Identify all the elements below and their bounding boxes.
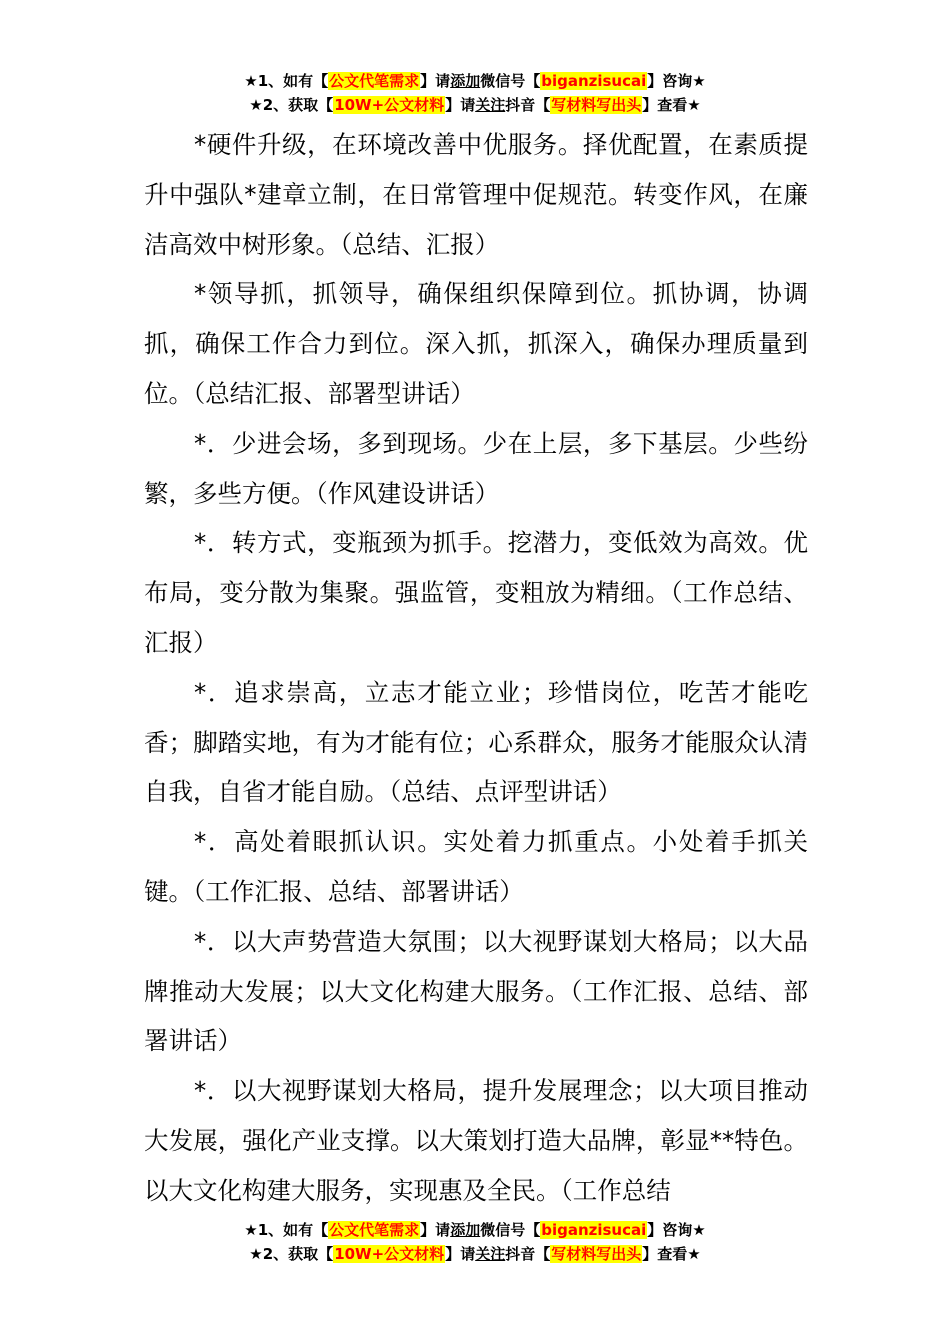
banner-text: 】咨询★ bbox=[647, 1221, 706, 1239]
banner-text: 】查看★ bbox=[642, 96, 701, 114]
banner-highlight: 10W+公文材料 bbox=[334, 96, 445, 114]
paragraph: *领导抓，抓领导，确保组织保障到位。抓协调，协调抓，确保工作合力到位。深入抓，抓深入，确保办理质量到位。（总结汇报、部署型讲话） bbox=[144, 279, 808, 408]
banner-text: ★1、如有【 bbox=[244, 72, 329, 90]
banner-highlight: 写材料写出头 bbox=[551, 96, 642, 114]
paragraph: *．少进会场，多到现场。少在上层，多下基层。少些纷繁，多些方便。（作风建设讲话） bbox=[144, 428, 808, 508]
banner-text: 】请 bbox=[445, 1245, 476, 1263]
banner-highlight: biganzisucai bbox=[541, 72, 647, 90]
banner-text: 】请 bbox=[420, 1221, 451, 1239]
paragraph: *．以大声势营造大氛围；以大视野谋划大格局；以大品牌推动大发展；以大文化构建大服务。（工作汇报、总结、部署讲话） bbox=[144, 926, 808, 1056]
banner-underline: 关注 bbox=[475, 96, 506, 114]
banner-text: 抖音【 bbox=[505, 1245, 551, 1263]
banner-text: 】咨询★ bbox=[647, 72, 706, 90]
banner-underline: 添加 bbox=[450, 1221, 481, 1239]
banner-text: 微信号【 bbox=[480, 72, 541, 90]
banner-text: 抖音【 bbox=[505, 96, 551, 114]
document-body bbox=[144, 120, 808, 1216]
banner-text: ★1、如有【 bbox=[244, 1221, 329, 1239]
banner-line-2 bbox=[0, 93, 950, 117]
paragraph: *．以大视野谋划大格局，提升发展理念；以大项目推动大发展，强化产业支撑。以大策划打造大品牌，彰显**特色。以大文化构建大服务，实现惠及全民。（工作总结 bbox=[144, 1076, 808, 1205]
banner-highlight: 公文代笔需求 bbox=[329, 1221, 420, 1239]
banner-highlight: biganzisucai bbox=[541, 1221, 647, 1239]
banner-line-2 bbox=[0, 1242, 950, 1266]
banner-highlight: 写材料写出头 bbox=[551, 1245, 642, 1263]
banner-underline: 添加 bbox=[450, 72, 481, 90]
banner-text: 微信号【 bbox=[480, 1221, 541, 1239]
banner-highlight: 10W+公文材料 bbox=[334, 1245, 445, 1263]
banner-text: 】请 bbox=[420, 72, 451, 90]
paragraph: *硬件升级，在环境改善中优服务。择优配置，在素质提升中强队*建章立制，在日常管理中促规范。转变作风，在廉洁高效中树形象。（总结、汇报） bbox=[144, 130, 808, 259]
banner-text: 】查看★ bbox=[642, 1245, 701, 1263]
banner-underline: 关注 bbox=[475, 1245, 506, 1263]
banner-text: ★2、获取【 bbox=[249, 96, 334, 114]
paragraph: *．转方式，变瓶颈为抓手。挖潜力，变低效为高效。优布局，变分散为集聚。强监管，变粗放为精细。（工作总结、汇报） bbox=[144, 528, 808, 657]
banner-text: 】请 bbox=[445, 96, 476, 114]
banner-highlight: 公文代笔需求 bbox=[329, 72, 420, 90]
banner-text: ★2、获取【 bbox=[249, 1245, 334, 1263]
footer-banner bbox=[0, 1218, 950, 1266]
paragraph: *．追求崇高，立志才能立业；珍惜岗位，吃苦才能吃香；脚踏实地，有为才能有位；心系群众，服务才能服众认清自我，自省才能自励。（总结、点评型讲话） bbox=[144, 677, 808, 807]
header-banner bbox=[0, 69, 950, 117]
banner-line-1 bbox=[0, 1218, 950, 1242]
banner-line-1 bbox=[0, 69, 950, 93]
paragraph: *．高处着眼抓认识。实处着力抓重点。小处着手抓关键。（工作汇报、总结、部署讲话） bbox=[144, 827, 808, 906]
